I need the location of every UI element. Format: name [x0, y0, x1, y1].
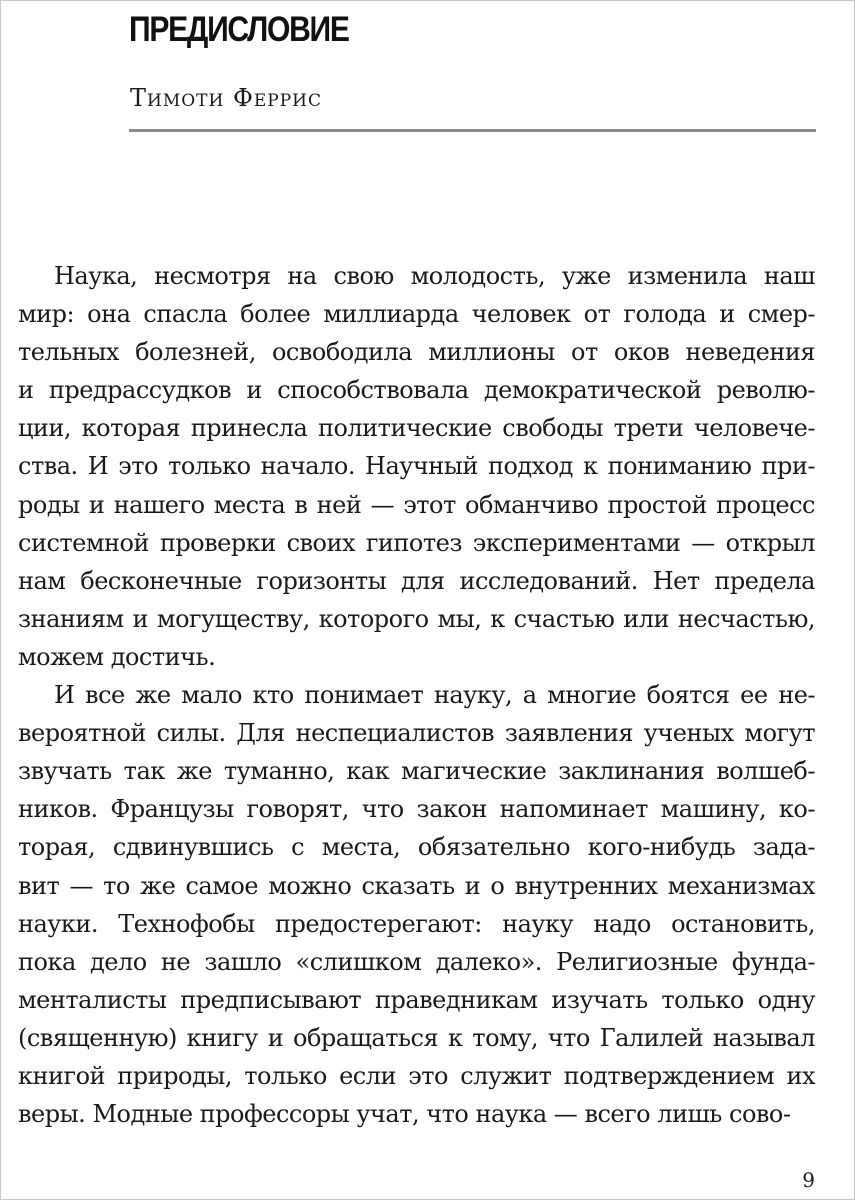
page-number: 9 — [802, 1168, 815, 1192]
text-line: науки. Технофобы предостерегают: науку надо остановить, — [18, 909, 815, 938]
paragraph — [18, 676, 815, 1133]
text-line — [18, 257, 815, 295]
text-line: и предрассудков и способствовала демократической револю- — [18, 376, 815, 405]
paragraph — [18, 257, 815, 676]
text-line-content: И все же мало кто понимает науку, а многие боятся ее не- — [54, 681, 815, 710]
author-name: Тимоти Феррис — [130, 84, 323, 112]
text-line: знаниям и могуществу, которого мы, к счастью или несчастью, — [18, 604, 815, 633]
text-line: (священную) книгу и обращаться к тому, что Галилей называл — [18, 1023, 815, 1052]
text-line: нам бесконечные горизонты для исследований. Нет предела — [18, 566, 815, 595]
text-line: мир: она спасла более миллиарда человек от голода и смер- — [18, 300, 815, 329]
text-line: пока дело не зашло «слишком далеко». Религиозные фунда- — [18, 947, 815, 976]
text-line: звучать так же туманно, как магические заклинания волшеб- — [18, 757, 815, 786]
title-divider — [129, 129, 816, 132]
text-line: книгой природы, только если это служит подтверждением их — [18, 1061, 815, 1090]
text-line: ников. Французы говорят, что закон напоминает машину, ко- — [18, 795, 815, 824]
text-line: ства. И это только начало. Научный подход к пониманию при- — [18, 452, 815, 481]
chapter-title: ПРЕДИСЛОВИЕ — [129, 10, 349, 49]
text-line: торая, сдвинувшись с места, обязательно кого-нибудь зада- — [18, 833, 815, 862]
text-line: веры. Модные профессоры учат, что наука — всего лишь сово- — [18, 1100, 791, 1129]
text-line: вероятной силы. Для неспециалистов заявления ученых могут — [18, 719, 815, 748]
text-line: системной проверки своих гипотез экспериментами — открыл — [18, 528, 815, 557]
text-line: ции, которая принесла политические свободы трети человече- — [18, 414, 815, 443]
text-line: тельных болезней, освободила миллионы от оков неведения — [18, 338, 815, 367]
text-line: роды и нашего места в ней — этот обманчиво простой процесс — [18, 490, 815, 519]
text-line: можем достичь. — [18, 642, 216, 671]
text-line: вит — то же самое можно сказать и о внутренних механизмах — [18, 871, 815, 900]
body-text — [18, 257, 815, 1133]
text-line — [18, 676, 815, 714]
text-line: менталисты предписывают праведникам изучать только одну — [18, 985, 815, 1014]
text-line-content: Наука, несмотря на свою молодость, уже изменила наш — [54, 262, 815, 290]
